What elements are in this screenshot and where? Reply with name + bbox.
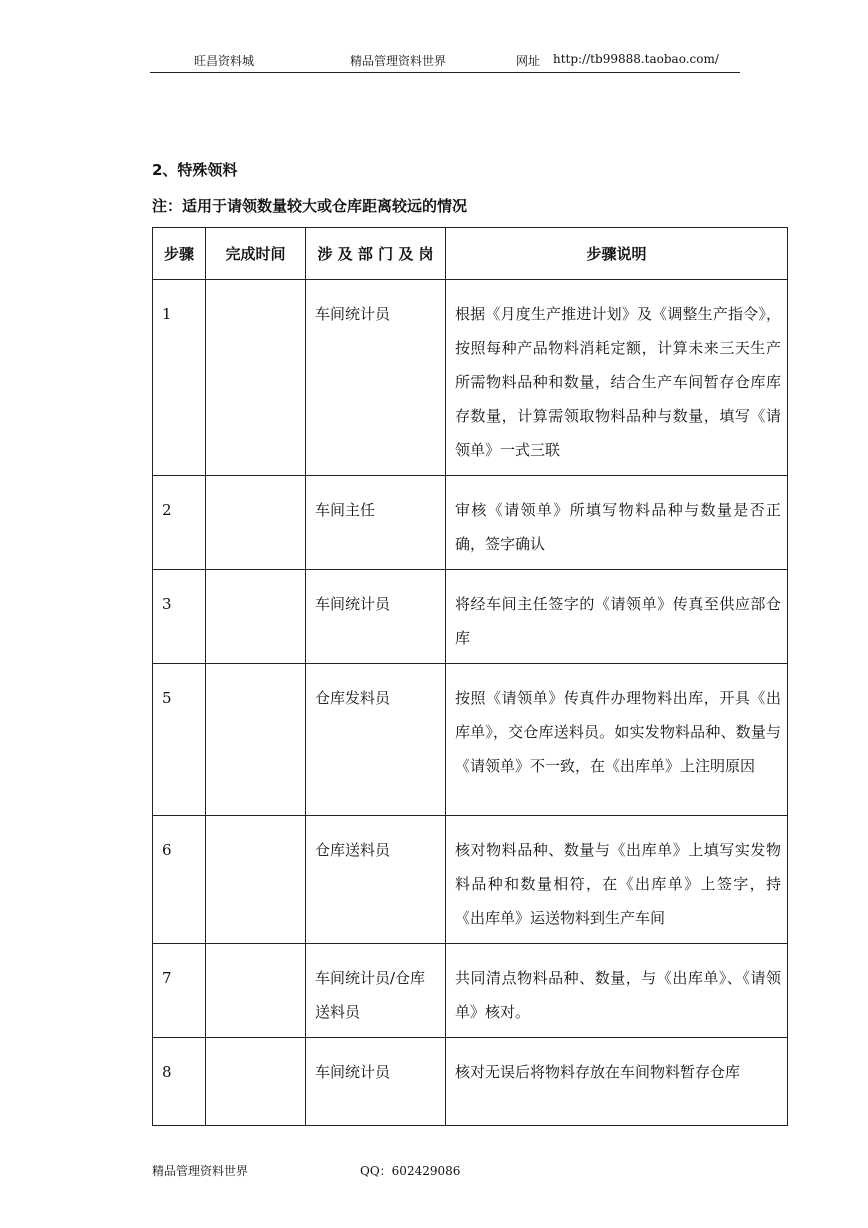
column-header-time: 完成时间 <box>206 228 306 280</box>
header-left-text: 旺昌资料城 <box>194 54 255 68</box>
step-description: 根据《月度生产推进计划》及《调整生产指令》，按照每种产品物料消耗定额，计算未来三天生产所需物料品种和数量，结合生产车间暂存仓库库存数量，计算需领取物料品种与数量，填写《请领单》一式三联 <box>446 280 788 476</box>
table-row <box>153 476 788 570</box>
header-url-label: 网址 <box>516 54 541 68</box>
step-description: 核对物料品种、数量与《出库单》上填写实发物料品种和数量相符，在《出库单》上签字，持《出库单》运送物料到生产车间 <box>446 816 788 944</box>
department: 车间主任 <box>306 476 446 570</box>
section-title: 2、特殊领料 <box>152 161 238 179</box>
step-number: 7 <box>153 944 206 1038</box>
step-description: 按照《请领单》传真件办理物料出库，开具《出库单》，交仓库送料员。如实发物料品种、数量与《请领单》不一致，在《出库单》上注明原因 <box>446 664 788 816</box>
completion-time <box>206 570 306 664</box>
department: 车间统计员 <box>306 1038 446 1126</box>
steps-table <box>152 227 788 1126</box>
step-number: 1 <box>153 280 206 476</box>
column-header-desc: 步骤说明 <box>446 228 788 280</box>
table-row <box>153 280 788 476</box>
table-header-row <box>153 228 788 280</box>
completion-time <box>206 476 306 570</box>
header-divider <box>150 72 740 73</box>
step-description: 共同清点物料品种、数量，与《出库单》、《请领单》核对。 <box>446 944 788 1038</box>
department: 车间统计员 <box>306 570 446 664</box>
table-row <box>153 1038 788 1126</box>
footer-qq: QQ：602429086 <box>360 1164 461 1178</box>
step-description: 核对无误后将物料存放在车间物料暂存仓库 <box>446 1038 788 1126</box>
completion-time <box>206 1038 306 1126</box>
completion-time <box>206 816 306 944</box>
completion-time <box>206 664 306 816</box>
department: 仓库发料员 <box>306 664 446 816</box>
step-number: 8 <box>153 1038 206 1126</box>
table-row <box>153 664 788 816</box>
step-number: 5 <box>153 664 206 816</box>
column-header-step: 步骤 <box>153 228 206 280</box>
step-description: 将经车间主任签字的《请领单》传真至供应部仓库 <box>446 570 788 664</box>
section-note: 注：适用于请领数量较大或仓库距离较远的情况 <box>152 197 468 215</box>
table-row <box>153 944 788 1038</box>
department: 车间统计员 <box>306 280 446 476</box>
department: 仓库送料员 <box>306 816 446 944</box>
header-middle-text: 精品管理资料世界 <box>350 54 447 68</box>
completion-time <box>206 280 306 476</box>
department: 车间统计员/仓库送料员 <box>306 944 446 1038</box>
footer-left-text: 精品管理资料世界 <box>152 1164 249 1178</box>
column-header-dept: 涉 及 部 门 及 岗 <box>306 228 446 280</box>
step-number: 6 <box>153 816 206 944</box>
table-row <box>153 816 788 944</box>
table-row <box>153 570 788 664</box>
step-number: 2 <box>153 476 206 570</box>
step-description: 审核《请领单》所填写物料品种与数量是否正确，签字确认 <box>446 476 788 570</box>
header-url: http://tb99888.taobao.com/ <box>553 52 719 66</box>
step-number: 3 <box>153 570 206 664</box>
completion-time <box>206 944 306 1038</box>
